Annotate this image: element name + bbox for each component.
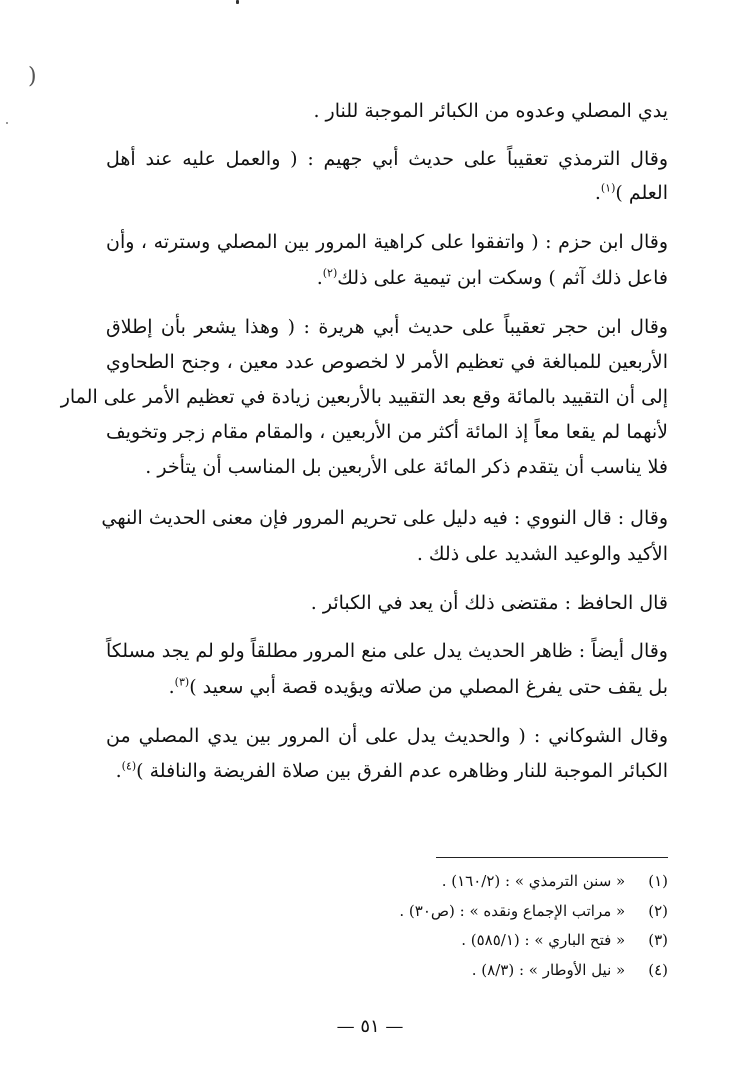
footnote-separator [436, 857, 668, 858]
scan-bracket-mark: ) [28, 64, 37, 89]
paragraph-3-line-2-tail: . [316, 267, 323, 289]
footnote-2 [148, 902, 668, 920]
paragraph-5-line-1: وقال : قال النووي : فيه دليل على تحريم المرور فإن معنى الحديث النهي [101, 507, 668, 529]
paragraph-7-line-2 [106, 676, 668, 698]
footnote-4-text: « نيل الأوطار » : (٨/٣) . [471, 961, 626, 979]
paragraph-8-line-2-tail: . [115, 760, 122, 782]
footnote-1-number: (١) [648, 872, 668, 890]
paragraph-2-line-2-text: العلم ) [615, 182, 668, 204]
paragraph-8-line-1: وقال الشوكاني : ( والحديث يدل على أن المرور بين يدي المصلي من [106, 725, 668, 747]
footnote-1 [148, 872, 668, 890]
paragraph-4-line-2: الأربعين للمبالغة في تعظيم الأمر لا لخصوص عدد معين ، وجنح الطحاوي [106, 351, 668, 373]
footnote-3-number: (٣) [648, 931, 668, 949]
footnote-3 [148, 931, 668, 949]
footnote-4 [148, 961, 668, 979]
footnote-1-text: « سنن الترمذي » : (١٦٠/٢) . [441, 872, 626, 890]
footnote-3-text: « فتح الباري » : (٥٨٥/١) . [461, 931, 626, 949]
paragraph-2-line-2 [106, 182, 668, 204]
paragraph-2-line-2-tail: . [594, 182, 601, 204]
paragraph-8-line-2 [106, 760, 668, 782]
footnote-4-number: (٤) [648, 961, 668, 979]
footnote-ref-4: (٤) [121, 759, 137, 773]
paragraph-5-line-2: الأكيد والوعيد الشديد على ذلك . [416, 543, 668, 565]
paragraph-4-line-5: فلا يناسب أن يتقدم ذكر المائة على الأربعين بل المناسب أن يتأخر . [145, 456, 668, 478]
footnote-ref-3: (٣) [174, 675, 190, 689]
paragraph-6-line-1: قال الحافظ : مقتضى ذلك أن يعد في الكبائر . [310, 592, 668, 614]
footnote-2-text: « مراتب الإجماع ونقده » : (ص٣٠) . [399, 902, 626, 920]
scan-dot [6, 122, 8, 124]
footnote-ref-2: (٢) [322, 266, 338, 280]
paragraph-2-line-1: وقال الترمذي تعقيباً على حديث أبي جهيم : ( والعمل عليه عند أهل [106, 148, 668, 170]
paragraph-4-line-1: وقال ابن حجر تعقيباً على حديث أبي هريرة : ( وهذا يشعر بأن إطلاق [106, 316, 668, 338]
paragraph-3-line-1: وقال ابن حزم : ( واتفقوا على كراهية المرور بين المصلي وسترته ، وأن [106, 231, 668, 253]
paragraph-7-line-2-tail: . [168, 676, 175, 698]
paragraph-4-line-3: إلى أن التقييد بالمائة وقع بعد التقييد بالأربعين زيادة في تعظيم الأمر على المار [60, 386, 668, 408]
page-number: — ٥١ — [336, 1016, 404, 1037]
scan-mark [236, 0, 239, 4]
paragraph-1-line-1: يدي المصلي وعدوه من الكبائر الموجبة للنار . [313, 100, 668, 122]
paragraph-3-line-2-text: فاعل ذلك آثم ) وسكت ابن تيمية على ذلك [337, 267, 668, 289]
footnote-2-number: (٢) [648, 902, 668, 920]
paragraph-8-line-2-text: الكبائر الموجبة للنار وظاهره عدم الفرق بين صلاة الفريضة والنافلة ) [136, 760, 668, 782]
paragraph-4-line-4: لأنهما لم يقعا معاً إذ المائة أكثر من الأربعين ، والمقام مقام زجر وتخويف [106, 421, 668, 443]
paragraph-3-line-2 [106, 267, 668, 289]
paragraph-7-line-1: وقال أيضاً : ظاهر الحديث يدل على منع المرور مطلقاً ولو لم يجد مسلكاً [106, 640, 668, 662]
footnote-ref-1: (١) [600, 181, 616, 195]
paragraph-7-line-2-text: بل يقف حتى يفرغ المصلي من صلاته ويؤيده قصة أبي سعيد ) [189, 676, 668, 698]
